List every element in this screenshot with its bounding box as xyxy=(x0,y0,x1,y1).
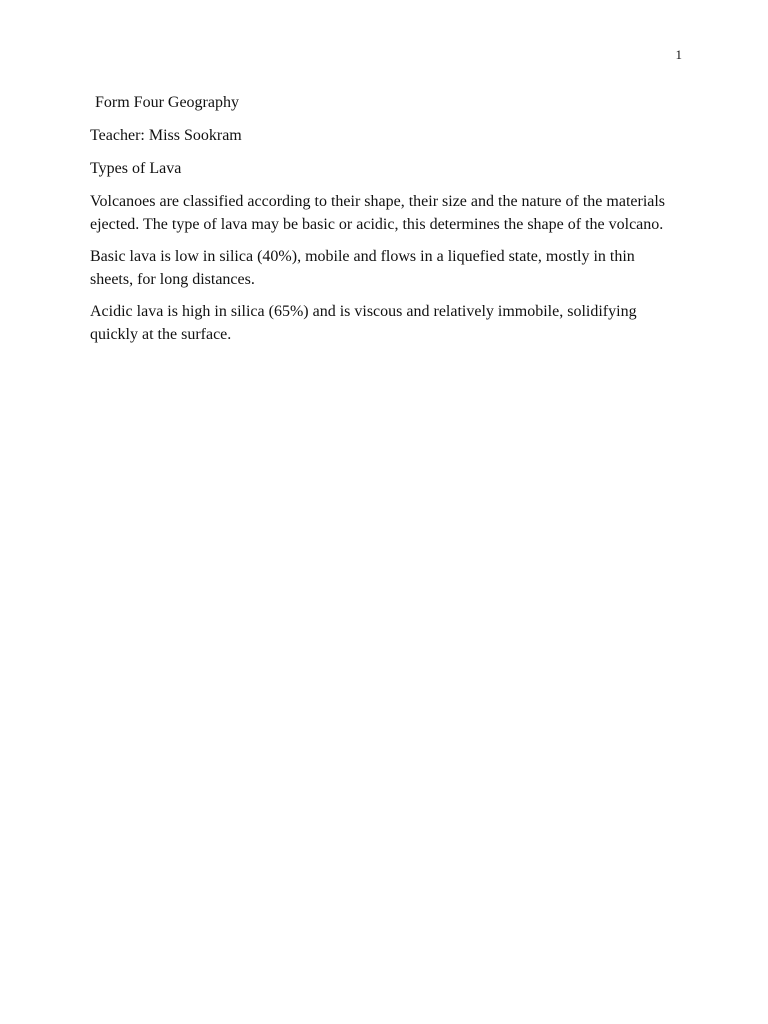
paragraph-acidic-lava: Acidic lava is high in silica (65%) and is viscous and relatively immobile, solidifying quickly at the surface. xyxy=(90,303,637,343)
document-body xyxy=(90,92,675,356)
teacher-line: Teacher: Miss Sookram xyxy=(90,127,242,144)
topic-heading: Types of Lava xyxy=(90,160,182,177)
course-title: Form Four Geography xyxy=(95,94,239,111)
page-number: 1 xyxy=(675,47,682,62)
paragraph-basic-lava: Basic lava is low in silica (40%), mobile and flows in a liquefied state, mostly in thin sheets, for long distances. xyxy=(90,248,635,288)
paragraph-volcano-classification: Volcanoes are classified according to their shape, their size and the nature of the materials ejected. The type of lava may be basic or acidic, this determines the shape of the volcano. xyxy=(90,193,666,233)
